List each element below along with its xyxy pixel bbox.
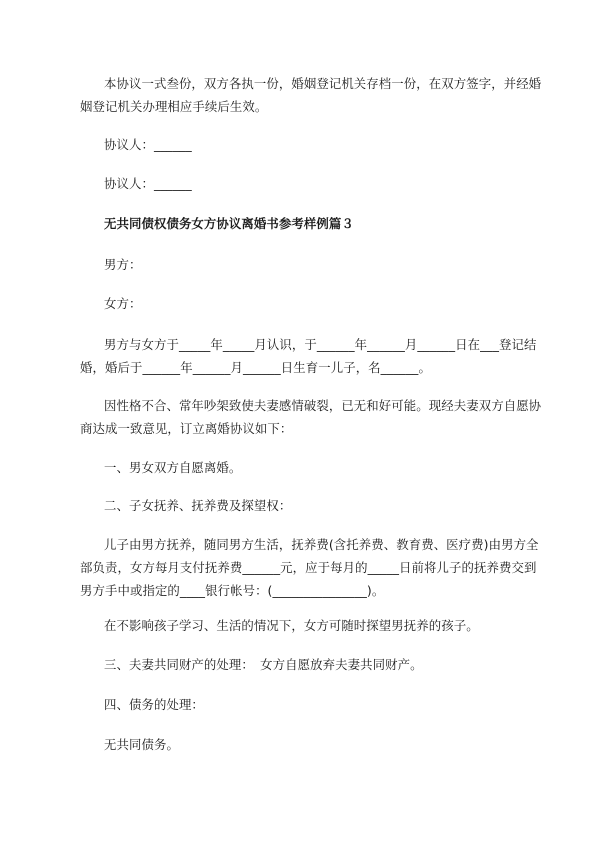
text-line: 男方与女方于_____年_____月认识，于______年______月______日在___登记结 — [104, 337, 537, 352]
signatory-line-1 — [80, 133, 516, 156]
text-line: 三、夫妻共同财产的处理： 女方自愿放弃夫妻共同财产。 — [104, 657, 423, 672]
clause-4-heading — [80, 693, 516, 716]
effectiveness-clause — [80, 72, 542, 118]
text-line: 在不影响孩子学习、生活的情况下，女方可随时探望男抚养的孩子。 — [104, 618, 479, 633]
text-line: 女方： — [104, 296, 142, 311]
marriage-history-paragraph — [80, 333, 537, 379]
visitation-paragraph — [80, 614, 516, 637]
text-line: 协议人：______ — [104, 176, 192, 191]
text-line: 婚，婚后于______年______月______日生育一儿子，名______。 — [80, 360, 431, 375]
text-line: 四、债务的处理： — [104, 697, 204, 712]
text-line: 因性格不合、常年吵架致使夫妻感情破裂，已无和好可能。现经夫妻双方自愿协 — [104, 398, 542, 413]
wife-field — [80, 292, 516, 315]
text-line: 部负责，女方每月支付抚养费______元，应于每月的_____日前将儿子的抚养费交到 — [80, 560, 537, 575]
text-line: 一、男女双方自愿离婚。 — [104, 460, 242, 475]
text-line: 商达成一致意见，订立离婚协议如下： — [80, 421, 293, 436]
clause-2-heading — [80, 494, 516, 517]
text-line: 男方： — [104, 257, 142, 272]
divorce-reason-paragraph — [80, 394, 542, 440]
signatory-line-2 — [80, 172, 516, 195]
text-line: 儿子由男方抚养，随同男方生活，抚养费(含托养费、教育费、医疗费)由男方全 — [104, 537, 539, 552]
husband-field — [80, 253, 516, 276]
text-line: 协议人：______ — [104, 137, 192, 152]
no-debt-statement — [80, 733, 516, 756]
clause-1 — [80, 456, 516, 479]
child-support-paragraph — [80, 533, 539, 602]
text-line: 无共同债务。 — [104, 737, 179, 752]
text-line: 姻登记机关办理相应手续后生效。 — [80, 99, 268, 114]
text-line: 本协议一式叁份，双方各执一份，婚姻登记机关存档一份，在双方签字，并经婚 — [104, 76, 542, 91]
text-line: 男方手中或指定的____银行帐号：(_______________)。 — [80, 583, 385, 598]
heading-text: 无共同债权债务女方协议离婚书参考样例篇３ — [104, 216, 354, 231]
clause-3 — [80, 653, 516, 676]
text-line: 二、子女抚养、抚养费及探望权： — [104, 498, 292, 513]
section-heading — [80, 212, 516, 235]
